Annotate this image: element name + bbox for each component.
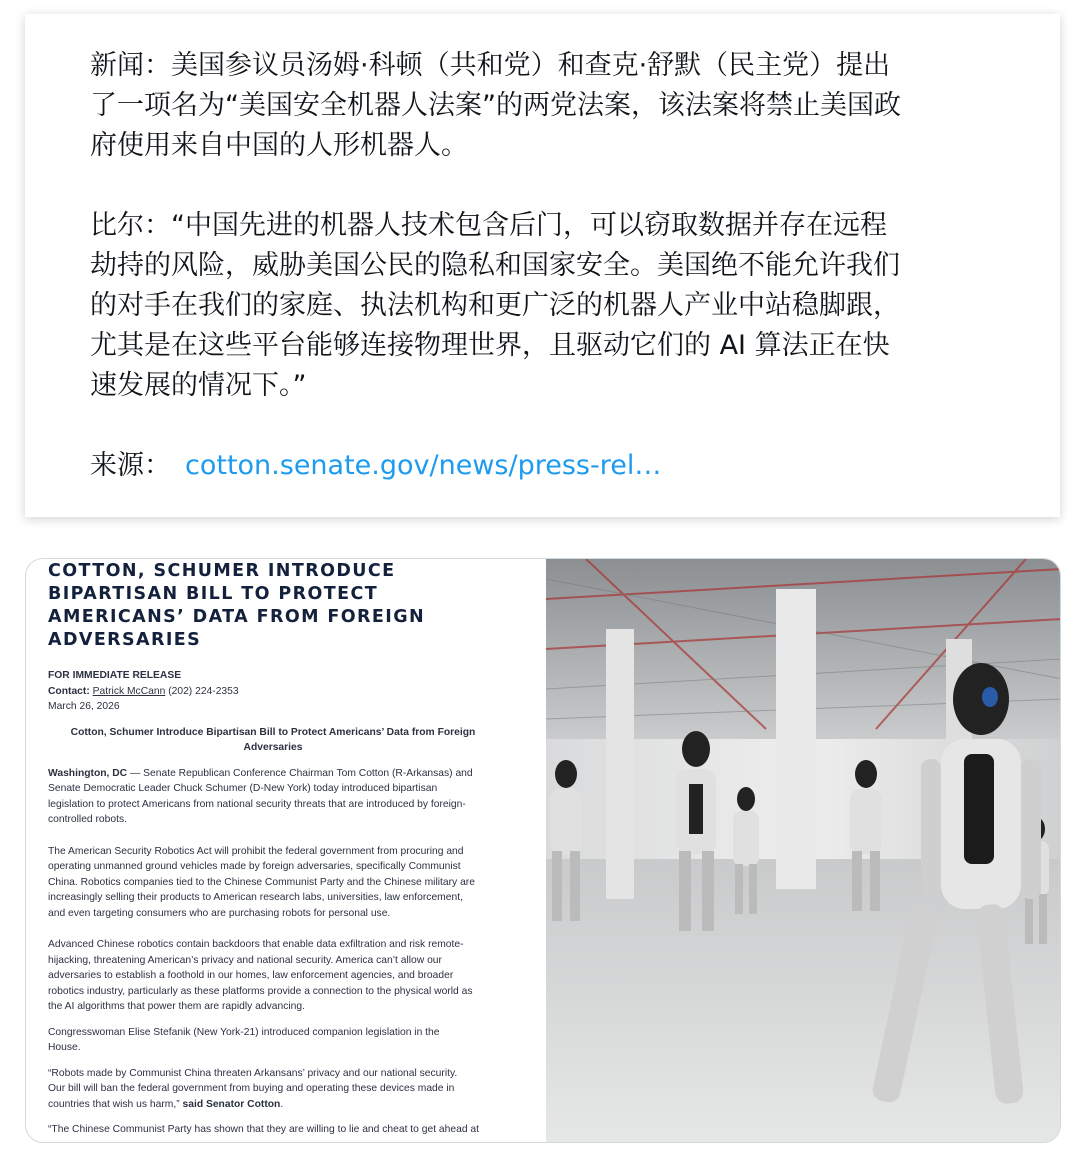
warehouse-illustration	[546, 559, 1061, 1143]
release-subtitle: Cotton, Schumer Introduce Bipartisan Bill to Protect Americans’ Data from Foreign Adversaries	[70, 726, 476, 753]
paragraph	[48, 844, 546, 922]
post-text-card	[25, 14, 1060, 517]
text-line: — Senate Republican Conference Chairman Tom Cotton (R-Arkansas) and	[130, 767, 473, 779]
text-line: 速发展的情况下。”	[90, 370, 307, 401]
text-line: adversaries to establish a foothold in our homes, law enforcement agencies, and broader	[48, 970, 454, 981]
text-line: China. Robotics companies tied to the Chinese Communist Party and the Chinese military are	[48, 876, 475, 888]
title-line: AMERICANS’ DATA FROM FOREIGN	[48, 607, 425, 627]
media-attachment[interactable]	[25, 558, 1061, 1143]
text-line: 的对手在我们的家庭、执法机构和更广泛的机器人产业中站稳脚跟，	[90, 290, 900, 321]
contact-label: Contact:	[48, 685, 90, 697]
text-line: hijacking, threatening American’s privacy and national security. America can’t allow our	[48, 954, 442, 966]
release-label: FOR IMMEDIATE RELEASE	[48, 670, 182, 681]
text-line: Congresswoman Elise Stefanik (New York-21) introduced companion legislation in the	[48, 1026, 440, 1038]
dateline: Washington, DC	[48, 767, 128, 779]
paragraph	[48, 1122, 546, 1138]
press-release-image	[26, 559, 546, 1143]
news-paragraph	[90, 46, 1010, 166]
text-line: robotics industry, particularly as these platforms provide a connection to the physical world as	[48, 985, 473, 997]
text-line: Senate Democratic Leader Chuck Schumer (D-New York) today introduced bipartisan	[48, 783, 438, 794]
post-body	[90, 46, 1010, 486]
text-line: 了一项名为“美国安全机器人法案”的两党法案，该法案将禁止美国政	[90, 90, 901, 121]
press-release-title	[48, 560, 546, 652]
paragraph	[48, 766, 546, 828]
text-line: controlled robots.	[48, 814, 127, 825]
text-line: 新闻：美国参议员汤姆·科顿（共和党）和查克·舒默（民主党）提出	[90, 50, 891, 81]
source-link[interactable]: cotton.senate.gov/news/press-rel…	[185, 450, 662, 481]
text-line: 比尔：“中国先进的机器人技术包含后门，可以窃取数据并存在远程	[90, 210, 887, 241]
attribution: said Senator Cotton	[182, 1098, 281, 1110]
text-line: 劫持的风险，威胁美国公民的隐私和国家安全。美国绝不能允许我们	[90, 250, 900, 281]
text-line: The American Security Robotics Act will prohibit the federal government from procuring and	[48, 845, 464, 857]
paragraph	[48, 937, 546, 1015]
text-line: countries that wish us harm,”	[48, 1098, 180, 1110]
contact-name: Patrick McCann	[92, 685, 166, 697]
text-line: the AI algorithms that power them are rapidly advancing.	[48, 1001, 305, 1012]
text-line: and even targeting consumers who are purchasing robots for personal use.	[48, 907, 391, 919]
text-line: increasingly selling their products to American research labs, universities, law enforcement,	[48, 892, 463, 903]
release-meta	[48, 668, 546, 715]
text-line: 府使用来自中国的人形机器人。	[90, 130, 468, 161]
source-line	[90, 446, 1010, 486]
paragraph: “Robots made by Communist China threaten Arkansans’ privacy and our national security. Our bill will ban the federal government from buying and operating these devices made in countries that wish us harm,” said Senator Cotton.	[48, 1066, 546, 1113]
contact-phone: (202) 224-2353	[168, 685, 239, 697]
text-line: legislation to protect Americans from national security threats that are introduced by foreign-	[48, 798, 466, 810]
quote-paragraph	[90, 206, 1010, 406]
text-line: operating unmanned ground vehicles made by foreign adversaries, specifically Communist	[48, 861, 461, 872]
text-line: “Robots made by Communist China threaten Arkansans’ privacy and our national security.	[48, 1067, 458, 1079]
release-date: March 26, 2026	[48, 701, 120, 712]
title-line: COTTON, SCHUMER INTRODUCE	[48, 561, 396, 581]
source-label: 来源：	[90, 450, 171, 481]
text-line: “The Chinese Communist Party has shown that they are willing to lie and cheat to get ahead at	[48, 1124, 479, 1135]
text-line: Our bill will ban the federal government from buying and operating these devices made in	[48, 1083, 455, 1094]
title-line: ADVERSARIES	[48, 630, 202, 650]
title-line: BIPARTISAN BILL TO PROTECT	[48, 584, 379, 604]
text-line: 尤其是在这些平台能够连接物理世界，且驱动它们的 AI 算法正在快	[90, 330, 890, 361]
paragraph	[48, 1025, 546, 1056]
robots-warehouse-photo	[546, 559, 1061, 1143]
text-line: House.	[48, 1042, 81, 1053]
text-line: Advanced Chinese robotics contain backdoors that enable data exfiltration and risk remote-	[48, 939, 464, 950]
